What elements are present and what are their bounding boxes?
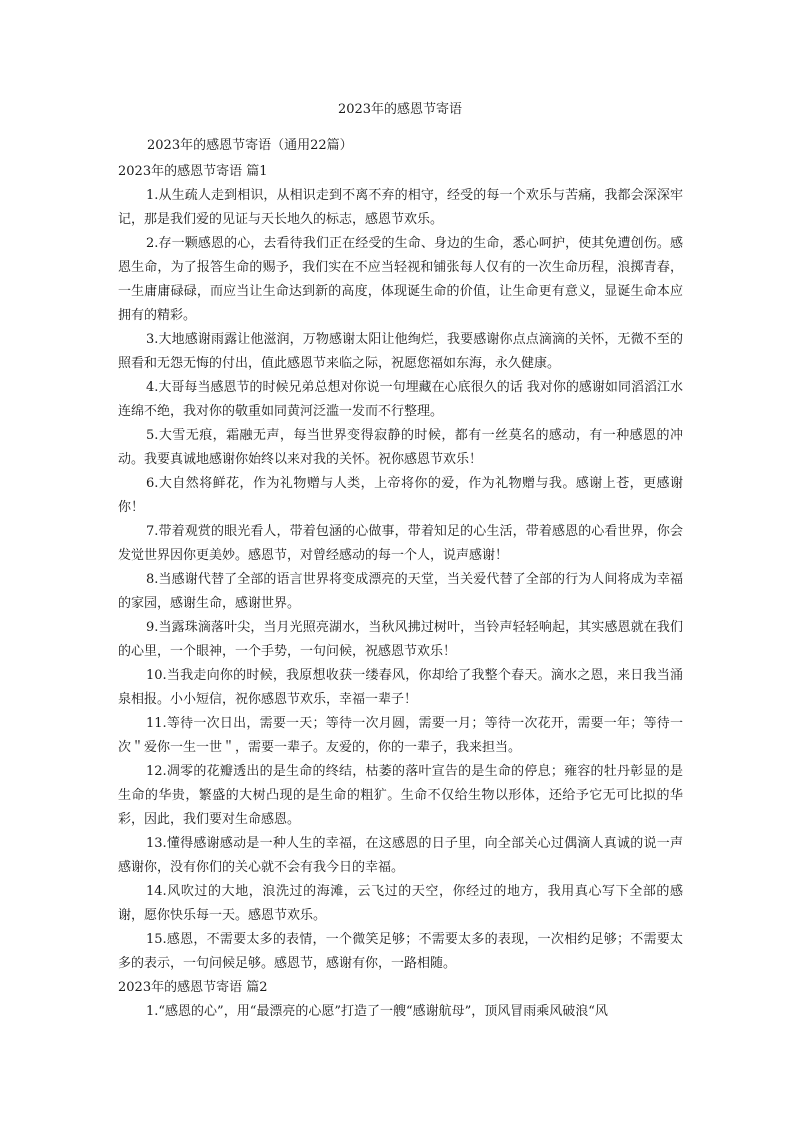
paragraph: 10.当我走向你的时候，我原想收获一缕春风，你却给了我整个春天。滴水之恩，来日我当涌泉相报。小小短信，祝你感恩节欢乐，幸福一辈子！ bbox=[118, 668, 683, 707]
section-heading: 2023年的感恩节寄语 篇2 bbox=[118, 980, 268, 995]
document-body bbox=[118, 160, 683, 1024]
paragraph: 12.凋零的花瓣透出的是生命的终结，枯萎的落叶宣告的是生命的停息；雍容的牡丹彰显的是生命的华贵，繁盛的大树凸现的是生命的粗犷。生命不仅给生物以形体，还给予它无可比拟的华彩，因此，我们要对生命感恩。 bbox=[118, 764, 683, 827]
document-subtitle: 2023年的感恩节寄语（通用22篇） bbox=[147, 138, 353, 153]
paragraph: 5.大雪无痕，霜融无声，每当世界变得寂静的时候，都有一丝莫名的感动，有一种感恩的冲动。我要真诚地感谢你始终以来对我的关怀。祝你感恩节欢乐！ bbox=[118, 428, 683, 467]
paragraph: 2.存一颗感恩的心，去看待我们正在经受的生命、身边的生命，悉心呵护，使其免遭创伤。感恩生命，为了报答生命的赐予，我们实在不应当轻视和铺张每人仅有的一次生命历程，浪掷青春，一生庸庸碌碌，而应当让生命达到新的高度，体现诞生命的价值，让生命更有意义，显诞生命本应拥有的精彩。 bbox=[118, 236, 683, 323]
paragraph: 9.当露珠滴落叶尖，当月光照亮湖水，当秋风拂过树叶，当铃声轻轻响起，其实感恩就在我们的心里，一个眼神，一个手势，一句问候，祝感恩节欢乐！ bbox=[118, 620, 683, 659]
paragraph: 15.感恩，不需要太多的表情，一个微笑足够；不需要太多的表现，一次相约足够；不需要太多的表示，一句问候足够。感恩节，感谢有你，一路相随。 bbox=[118, 932, 683, 971]
paragraph: 1.“感恩的心”，用“最漂亮的心愿”打造了一艘“感谢航母”，顶风冒雨乘风破浪“风 bbox=[146, 1004, 608, 1019]
paragraph: 1.从生疏人走到相识，从相识走到不离不弃的相守，经受的每一个欢乐与苦痛，我都会深深牢记，那是我们爱的见证与天长地久的标志，感恩节欢乐。 bbox=[118, 188, 683, 227]
document-title: 2023年的感恩节寄语 bbox=[337, 102, 463, 117]
paragraph: 13.懂得感谢感动是一种人生的幸福，在这感恩的日子里，向全部关心过偶滴人真诚的说一声感谢你，没有你们的关心就不会有我今日的幸福。 bbox=[118, 836, 683, 875]
paragraph: 14.风吹过的大地，浪洗过的海滩，云飞过的天空，你经过的地方，我用真心写下全部的感谢，愿你快乐每一天。感恩节欢乐。 bbox=[118, 884, 683, 923]
paragraph: 7.带着观赏的眼光看人，带着包涵的心做事，带着知足的心生活，带着感恩的心看世界，你会发觉世界因你更美妙。感恩节，对曾经感动的每一个人，说声感谢！ bbox=[118, 524, 683, 563]
section-heading: 2023年的感恩节寄语 篇1 bbox=[118, 164, 268, 179]
paragraph: 8.当感谢代替了全部的语言世界将变成漂亮的天堂，当关爱代替了全部的行为人间将成为幸福的家园，感谢生命，感谢世界。 bbox=[118, 572, 683, 611]
paragraph: 11.等待一次日出，需要一天；等待一次月圆，需要一月；等待一次花开，需要一年；等待一次＂爱你一生一世＂，需要一辈子。友爱的，你的一辈子，我来担当。 bbox=[118, 716, 683, 755]
paragraph: 3.大地感谢雨露让他滋润，万物感谢太阳让他绚烂，我要感谢你点点滴滴的关怀，无微不至的照看和无怨无悔的付出，值此感恩节来临之际，祝愿您福如东海，永久健康。 bbox=[118, 332, 683, 371]
paragraph: 4.大哥每当感恩节的时候兄弟总想对你说一句埋藏在心底很久的话 我对你的感谢如同滔滔江水连绵不绝，我对你的敬重如同黄河泛滥一发而不行整理。 bbox=[118, 380, 683, 419]
paragraph: 6.大自然将鲜花，作为礼物赠与人类，上帝将你的爱，作为礼物赠与我。感谢上苍，更感谢你！ bbox=[118, 476, 683, 515]
